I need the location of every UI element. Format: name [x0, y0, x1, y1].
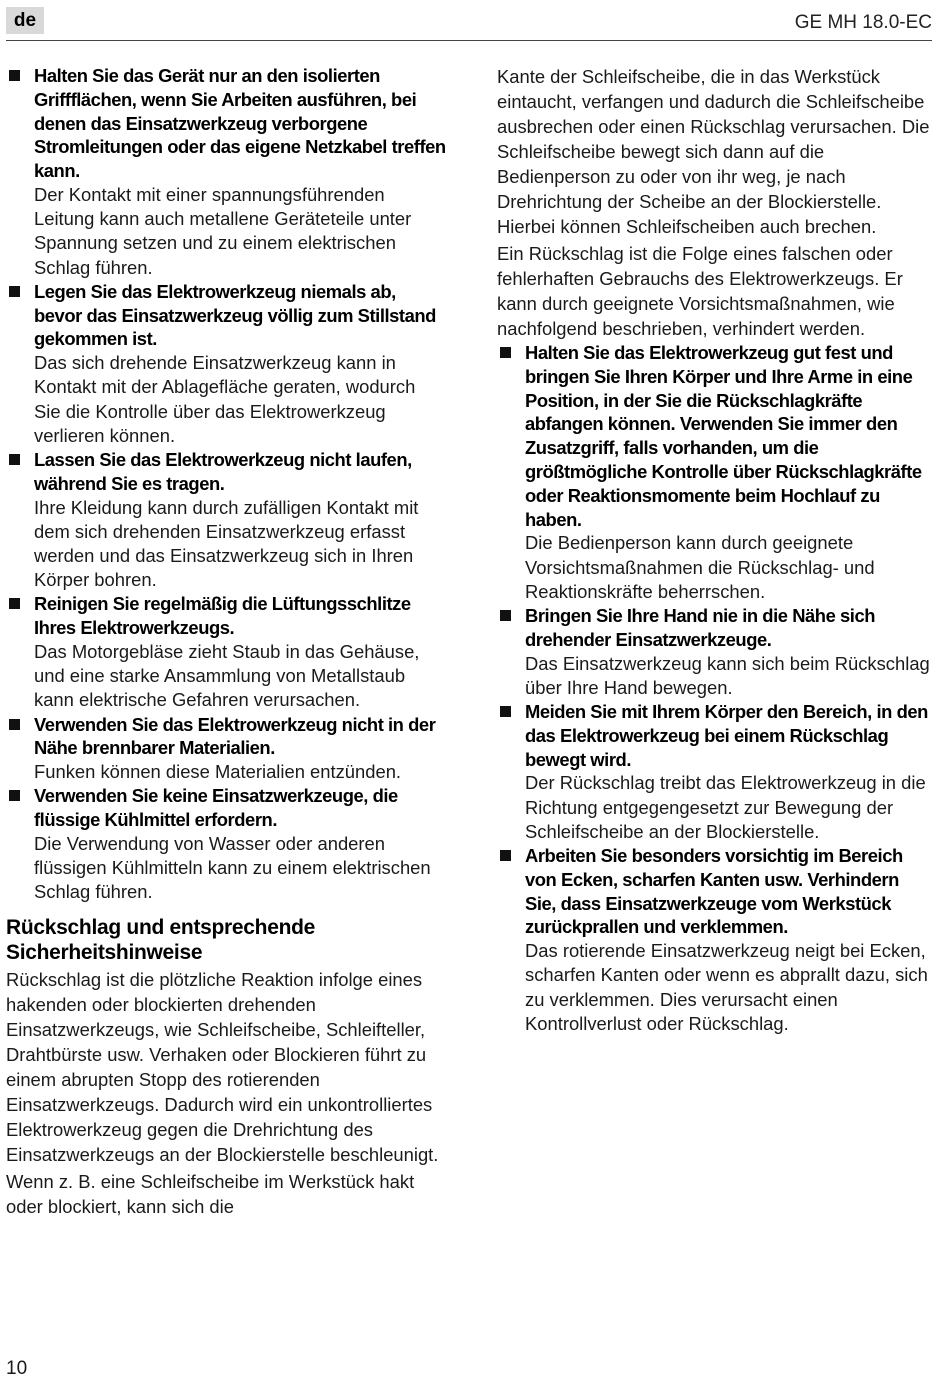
- page-header: [6, 4, 932, 36]
- safety-item: [497, 700, 933, 844]
- safety-instruction: Halten Sie das Gerät nur an den isolierten Griffflächen, wenn Sie Arbeiten ausführen, bei denen das Einsatzwerkzeug verborgene Stromleitungen oder das eigene Netzkabel treffen kann.: [34, 65, 446, 182]
- safety-item: [6, 784, 446, 904]
- safety-explanation: Das sich drehende Einsatzwerkzeug kann in Kontakt mit der Ablagefläche geraten, wodurch Sie die Kontrolle über das Elektrowerkzeug verlieren können.: [34, 352, 416, 446]
- safety-explanation: Die Verwendung von Wasser oder anderen flüssigen Kühlmitteln kann zu einem elektrischen Schlag führen.: [34, 833, 431, 903]
- safety-item: [497, 604, 933, 700]
- safety-item: [497, 341, 933, 604]
- header-divider: [6, 40, 932, 41]
- safety-item: [6, 448, 446, 592]
- model-name: GE MH 18.0-EC: [794, 12, 932, 33]
- safety-item: [6, 713, 446, 785]
- safety-instruction: Halten Sie das Elektrowerkzeug gut fest und bringen Sie Ihren Körper und Ihre Arme in eine Position, in der Sie die Rückschlagkräfte abfangen können. Verwenden Sie immer den Zusatzgriff, falls vorhanden, um die größtmögliche Kontrolle über Rückschlagkräfte oder Reaktionsmomente beim Hochlauf zu haben.: [525, 342, 922, 530]
- safety-instruction: Bringen Sie Ihre Hand nie in die Nähe sich drehender Einsatzwerkzeuge.: [525, 604, 876, 650]
- safety-instruction: Verwenden Sie das Elektrowerkzeug nicht in der Nähe brennbarer Materialien.: [34, 713, 436, 759]
- paragraph: Kante der Schleifscheibe, die in das Werkstück eintaucht, verfangen und dadurch die Schleifscheibe ausbrechen oder einen Rückschlag verursachen. Die Schleifscheibe bewegt sich dann auf die Bedienperson zu oder von ihr weg, je nach Drehrichtung der Scheibe an der Blockierstelle. Hierbei können Schleifscheiben auch brechen.: [497, 66, 930, 237]
- safety-explanation: Die Bedienperson kann durch geeignete Vorsichtsmaßnahmen die Rückschlag- und Reaktionskräfte beherrschen.: [525, 532, 875, 602]
- paragraph: Rückschlag ist die plötzliche Reaktion infolge eines hakenden oder blockierten drehenden Einsatzwerkzeugs, wie Schleifscheibe, Schleifteller, Drahtbürste usw. Verhaken oder Blockieren führt zu einem abrupten Stopp des rotierenden Einsatzwerkzeugs. Dadurch wird ein unkontrolliertes Elektrowerkzeug gegen die Drehrichtung des Einsatzwerkzeugs an der Blockierstelle beschleunigt.: [6, 968, 439, 1165]
- section-heading: Rückschlag und entsprechende Sicherheitshinweise: [6, 915, 316, 964]
- safety-instruction: Reinigen Sie regelmäßig die Lüftungsschlitze Ihres Elektrowerkzeugs.: [34, 593, 411, 639]
- safety-explanation: Das Einsatzwerkzeug kann sich beim Rückschlag über Ihre Hand bewegen.: [525, 652, 930, 698]
- square-bullet-icon: [9, 790, 20, 801]
- square-bullet-icon: [500, 706, 511, 717]
- right-column: [497, 64, 933, 1036]
- safety-item: [497, 844, 933, 1036]
- safety-explanation: Das rotierende Einsatzwerkzeug neigt bei Ecken, scharfen Kanten oder wenn es abprallt dazu, sich zu verklemmen. Dies verursacht einen Kontrollverlust oder Rückschlag.: [525, 940, 928, 1034]
- safety-explanation: Ihre Kleidung kann durch zufälligen Kontakt mit dem sich drehenden Einsatzwerkzeug erfasst werden und das Einsatzwerkzeug sich in Ihren Körper bohren.: [34, 496, 419, 591]
- safety-instruction: Verwenden Sie keine Einsatzwerkzeuge, die flüssige Kühlmittel erfordern.: [34, 785, 398, 831]
- square-bullet-icon: [9, 454, 20, 465]
- safety-instruction: Meiden Sie mit Ihrem Körper den Bereich, in den das Elektrowerkzeug bei einem Rückschlag bewegt wird.: [525, 700, 928, 770]
- safety-explanation: Der Rückschlag treibt das Elektrowerkzeug in die Richtung entgegengesetzt zur Bewegung der Schleifscheibe an der Blockierstelle.: [525, 772, 926, 842]
- safety-instruction: Lassen Sie das Elektrowerkzeug nicht laufen, während Sie es tragen.: [34, 449, 412, 494]
- paragraph: Wenn z. B. eine Schleifscheibe im Werkstück hakt oder blockiert, kann sich die: [6, 1170, 415, 1217]
- square-bullet-icon: [500, 347, 511, 358]
- safety-instruction: Legen Sie das Elektrowerkzeug niemals ab, bevor das Einsatzwerkzeug völlig zum Stillstand gekommen ist.: [34, 280, 436, 350]
- safety-item: [6, 64, 446, 280]
- safety-explanation: Das Motorgebläse zieht Staub in das Gehäuse, und eine starke Ansammlung von Metallstaub kann elektrische Gefahren verursachen.: [34, 641, 420, 711]
- safety-explanation: Der Kontakt mit einer spannungsführenden Leitung kann auch metallene Geräteteile unter Spannung setzen und zu einem elektrischen Schlag führen.: [34, 183, 412, 278]
- square-bullet-icon: [500, 610, 511, 621]
- square-bullet-icon: [9, 719, 20, 730]
- square-bullet-icon: [9, 286, 20, 297]
- language-badge: de: [6, 7, 44, 34]
- left-column: [6, 64, 446, 1219]
- safety-item: [6, 280, 446, 448]
- square-bullet-icon: [9, 598, 20, 609]
- square-bullet-icon: [500, 850, 511, 861]
- page-number: 10: [6, 1358, 28, 1379]
- safety-explanation: Funken können diese Materialien entzünden.: [34, 761, 402, 783]
- safety-item: [6, 592, 446, 712]
- square-bullet-icon: [9, 70, 20, 81]
- safety-instruction: Arbeiten Sie besonders vorsichtig im Bereich von Ecken, scharfen Kanten usw. Verhindern Sie, dass Einsatzwerkzeuge vom Werkstück zurückprallen und verklemmen.: [525, 844, 903, 938]
- paragraph: Ein Rückschlag ist die Folge eines falschen oder fehlerhaften Gebrauchs des Elektrowerkzeugs. Er kann durch geeignete Vorsichtsmaßnahmen, wie nachfolgend beschrieben, verhindert werden.: [497, 243, 903, 339]
